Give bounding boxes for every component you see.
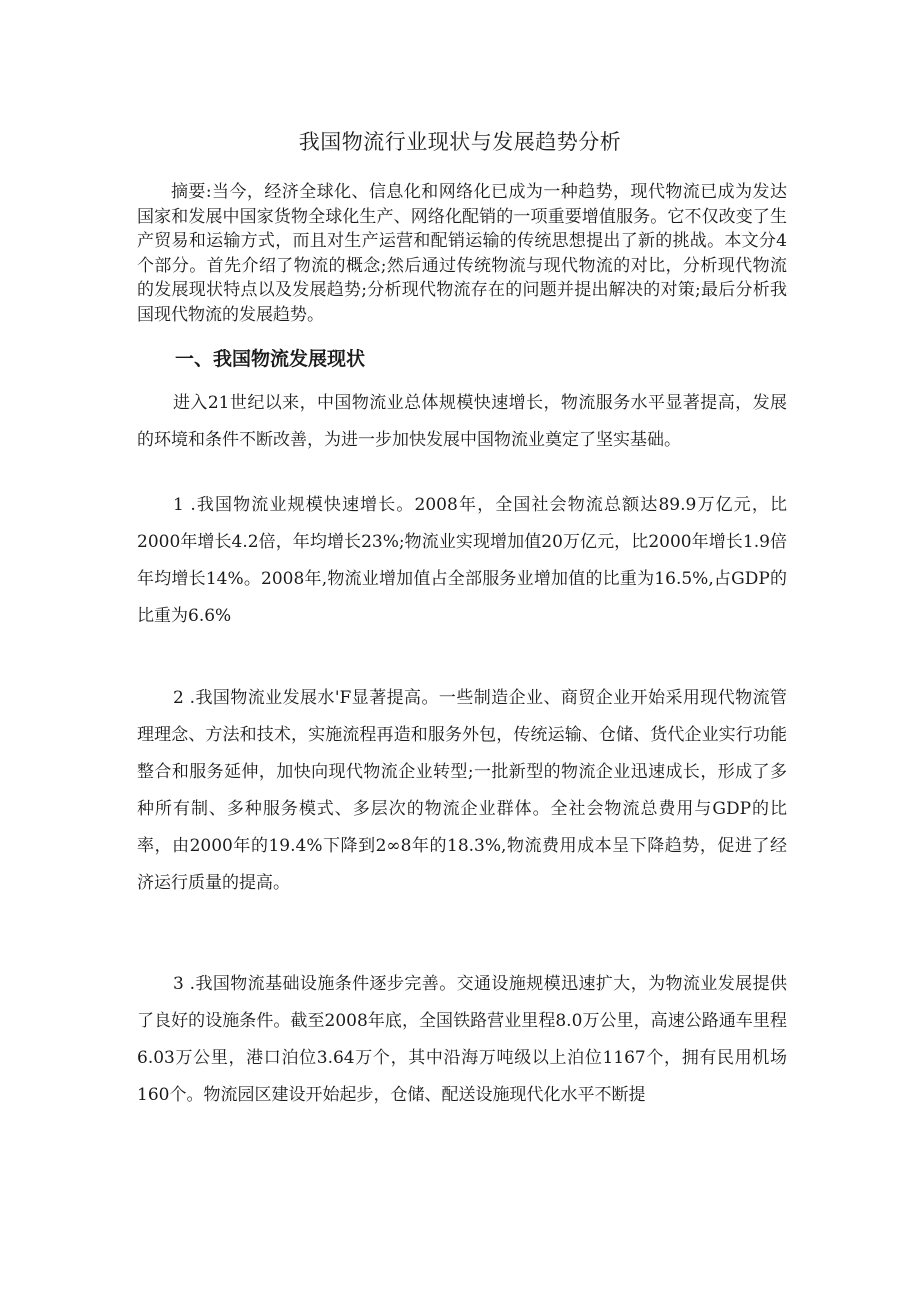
paragraph-3: 3 .我国物流基础设施条件逐步完善。交通设施规模迅速扩大，为物流业发展提供了良好的设施条件。截至2008年底，全国铁路营业里程8.0万公里，高速公路通车里程6.03万公里，港口泊位3.64万个，其中沿海万吨级以上泊位1167个，拥有民用机场160个。物流园区建设开始起步，仓储、配送设施现代化水平不断提 xyxy=(137,974,787,1105)
abstract-paragraph: 摘要:当今，经济全球化、信息化和网络化已成为一种趋势，现代物流已成为发达国家和发展中国家货物全球化生产、网络化配销的一项重要增值服务。它不仅改变了生产贸易和运输方式，而且对生产运营和配销运输的传统思想提出了新的挑战。本文分4个部分。首先介绍了物流的概念;然后通过传统物流与现代物流的对比，分析现代物流的发展现状特点以及发展趋势;分析现代物流存在的问题并提出解决的对策;最后分析我国现代物流的发展趋势。 xyxy=(137,182,787,325)
section-heading: 一、我国物流发展现状 xyxy=(175,348,366,370)
document-title: 我国物流行业现状与发展趋势分析 xyxy=(298,130,622,154)
paragraph-1: 1 .我国物流业规模快速增长。2008年，全国社会物流总额达89.9万亿元，比2000年增长4.2倍，年均增长23%;物流业实现增加值20万亿元，比2000年增长1.9倍年均增长14%。2008年,物流业增加值占全部服务业增加值的比重为16.5%,占GDP的比重为6.6% xyxy=(137,495,787,626)
intro-paragraph: 进入21世纪以来，中国物流业总体规模快速增长，物流服务水平显著提高，发展的环境和条件不断改善，为进一步加快发展中国物流业奠定了坚实基础。 xyxy=(137,393,787,450)
paragraph-2: 2 .我国物流业发展水'F显著提高。一些制造企业、商贸企业开始采用现代物流管理理念、方法和技术，实施流程再造和服务外包，传统运输、仓储、货代企业实行功能整合和服务延伸，加快向现代物流企业转型;一批新型的物流企业迅速成长，形成了多种所有制、多种服务模式、多层次的物流企业群体。全社会物流总费用与GDP的比率，由2000年的19.4%下降到2∞8年的18.3%,物流费用成本呈下降趋势，促进了经济运行质量的提高。 xyxy=(137,688,787,893)
